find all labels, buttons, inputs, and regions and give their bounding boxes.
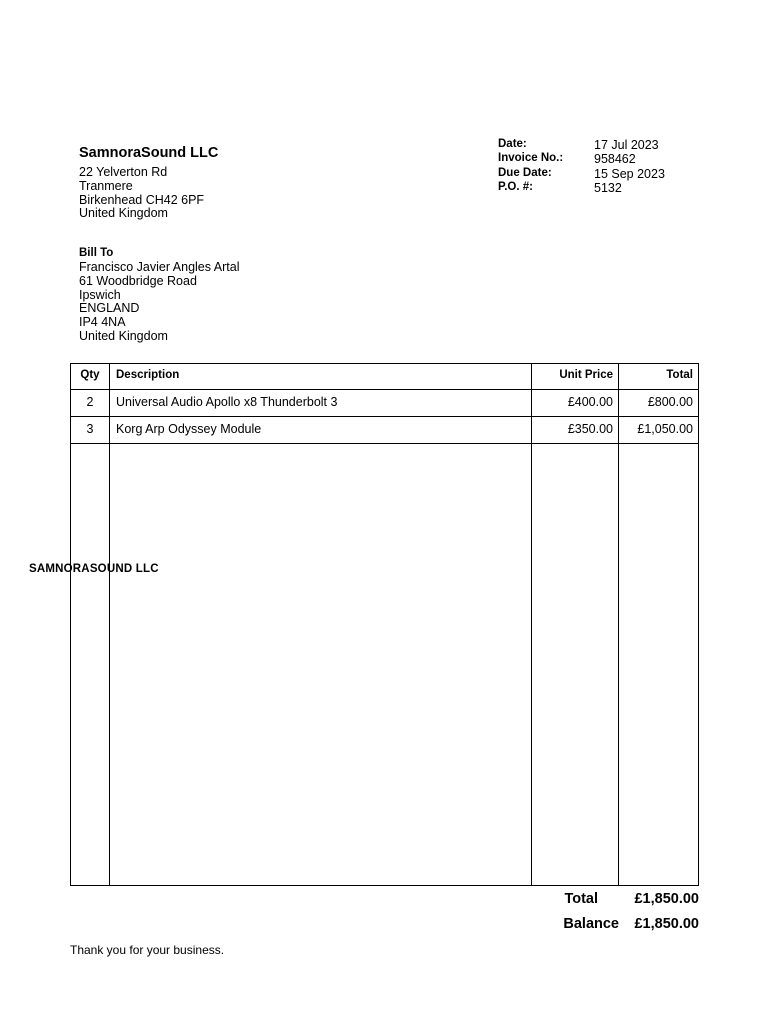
seller-address-line: Tranmere <box>79 178 133 193</box>
row-divider <box>71 416 698 417</box>
bill-to-line: Ipswich <box>79 287 121 302</box>
thank-you-note: Thank you for your business. <box>70 943 225 957</box>
meta-label: Due Date: <box>498 166 552 179</box>
seller-address <box>79 166 204 221</box>
total-label: Total <box>564 891 598 907</box>
company-name: SamnoraSound LLC <box>79 145 219 161</box>
meta-value: 17 Jul 2023 <box>594 137 659 152</box>
meta-label: Date: <box>498 137 527 150</box>
bill-to-line: ENGLAND <box>79 301 140 316</box>
header-qty: Qty <box>80 369 100 381</box>
balance-label: Balance <box>563 916 619 932</box>
total-value: £1,850.00 <box>634 891 699 907</box>
meta-row-due-date <box>498 166 665 181</box>
header-total: Total <box>666 369 693 381</box>
seller-address-line: Birkenhead CH42 6PF <box>79 192 205 207</box>
meta-row-invoice-no <box>498 152 665 167</box>
table-row-qty: 3 <box>86 422 94 436</box>
meta-value: 15 Sep 2023 <box>594 166 665 181</box>
table-row-unit-price: £350.00 <box>567 422 613 436</box>
meta-row-po <box>498 181 665 196</box>
invoice-meta <box>498 137 665 195</box>
table-row-description: Universal Audio Apollo x8 Thunderbolt 3 <box>116 395 338 409</box>
table-row-unit-price: £400.00 <box>567 395 613 409</box>
meta-label: Invoice No.: <box>498 152 564 164</box>
bill-to-line: Francisco Javier Angles Artal <box>79 260 240 274</box>
bill-to-line: 61 Woodbridge Road <box>79 273 197 288</box>
table-row-total: £1,050.00 <box>637 422 693 436</box>
row-divider <box>71 443 698 444</box>
table-row-description: Korg Arp Odyssey Module <box>116 422 262 436</box>
balance-value: £1,850.00 <box>634 916 699 932</box>
seller-address-line: United Kingdom <box>79 206 168 221</box>
bill-to-line: IP4 4NA <box>79 315 126 330</box>
meta-row-date <box>498 137 665 152</box>
header-unit-price: Unit Price <box>559 369 613 381</box>
bill-to-title: Bill To <box>79 247 114 259</box>
row-divider <box>71 389 698 390</box>
items-table <box>70 363 699 886</box>
seller-address-line: 22 Yelverton Rd <box>79 165 168 179</box>
meta-value: 958462 <box>594 152 636 166</box>
header-description: Description <box>116 369 180 381</box>
bill-to-line: United Kingdom <box>79 328 168 343</box>
table-row-qty: 2 <box>86 395 94 409</box>
table-row-total: £800.00 <box>647 395 693 409</box>
meta-value: 5132 <box>594 181 622 195</box>
meta-label: P.O. #: <box>498 181 533 193</box>
bill-to-address <box>79 261 240 344</box>
company-logo-text: SAMNORASOUND LLC <box>29 563 159 575</box>
